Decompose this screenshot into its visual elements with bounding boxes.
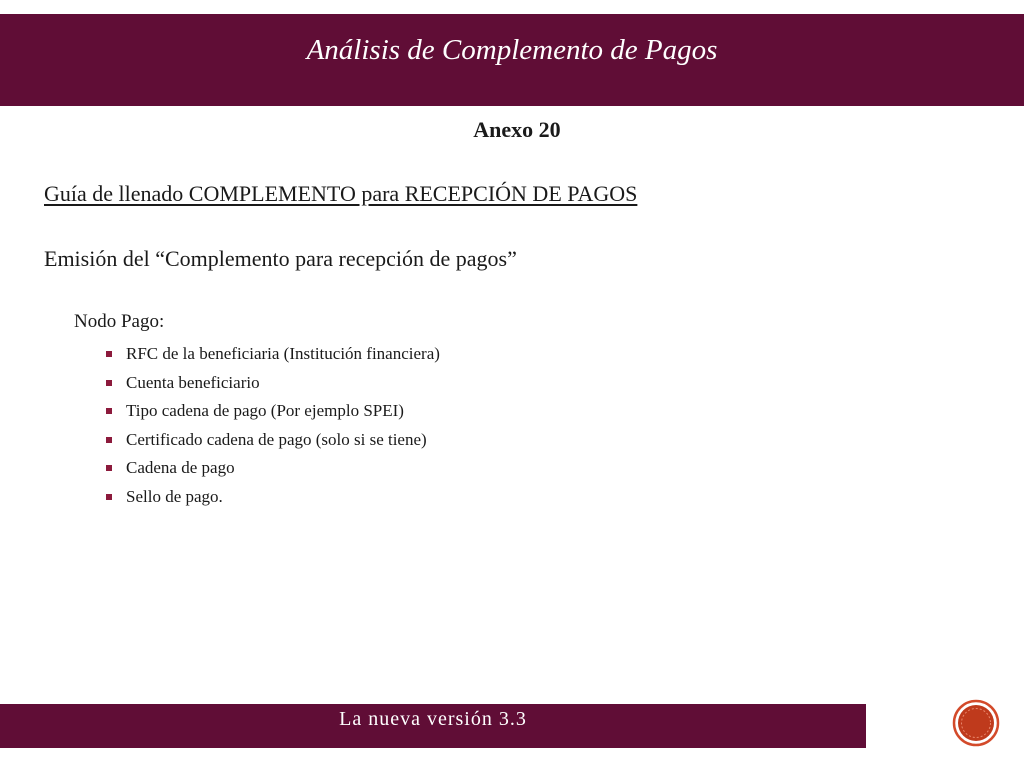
list-item: [104, 397, 440, 426]
slide-title: Análisis de Complemento de Pagos: [306, 34, 718, 66]
square-bullet-icon: [106, 494, 112, 500]
square-bullet-icon: [106, 380, 112, 386]
square-bullet-icon: [106, 465, 112, 471]
list-item: [104, 426, 440, 455]
list-item-text: Cuenta beneficiario: [126, 372, 260, 392]
node-label: Nodo Pago:: [74, 311, 165, 332]
square-bullet-icon: [106, 351, 112, 357]
list-item-text: Tipo cadena de pago (Por ejemplo SPEI): [126, 401, 404, 421]
list-item-text: Cadena de pago: [126, 458, 235, 478]
list-item: [104, 454, 440, 483]
subtitle: Anexo 20: [473, 117, 561, 142]
list-item-text: Sello de pago.: [126, 486, 223, 506]
list-item-text: RFC de la beneficiaria (Institución financiera): [126, 344, 440, 363]
list-item: [104, 369, 440, 398]
list-item: [104, 483, 440, 512]
bullet-list: [104, 340, 440, 512]
guide-heading: Guía de llenado COMPLEMENTO para RECEPCIÓN DE PAGOS: [44, 181, 638, 206]
circle-badge-icon: [952, 699, 1000, 747]
list-item: [104, 340, 440, 369]
emission-heading: Emisión del “Complemento para recepción de pagos”: [44, 246, 517, 271]
square-bullet-icon: [106, 437, 112, 443]
footer-text: La nueva versión 3.3: [339, 708, 527, 730]
square-bullet-icon: [106, 408, 112, 414]
list-item-text: Certificado cadena de pago (solo si se tiene): [126, 429, 427, 449]
